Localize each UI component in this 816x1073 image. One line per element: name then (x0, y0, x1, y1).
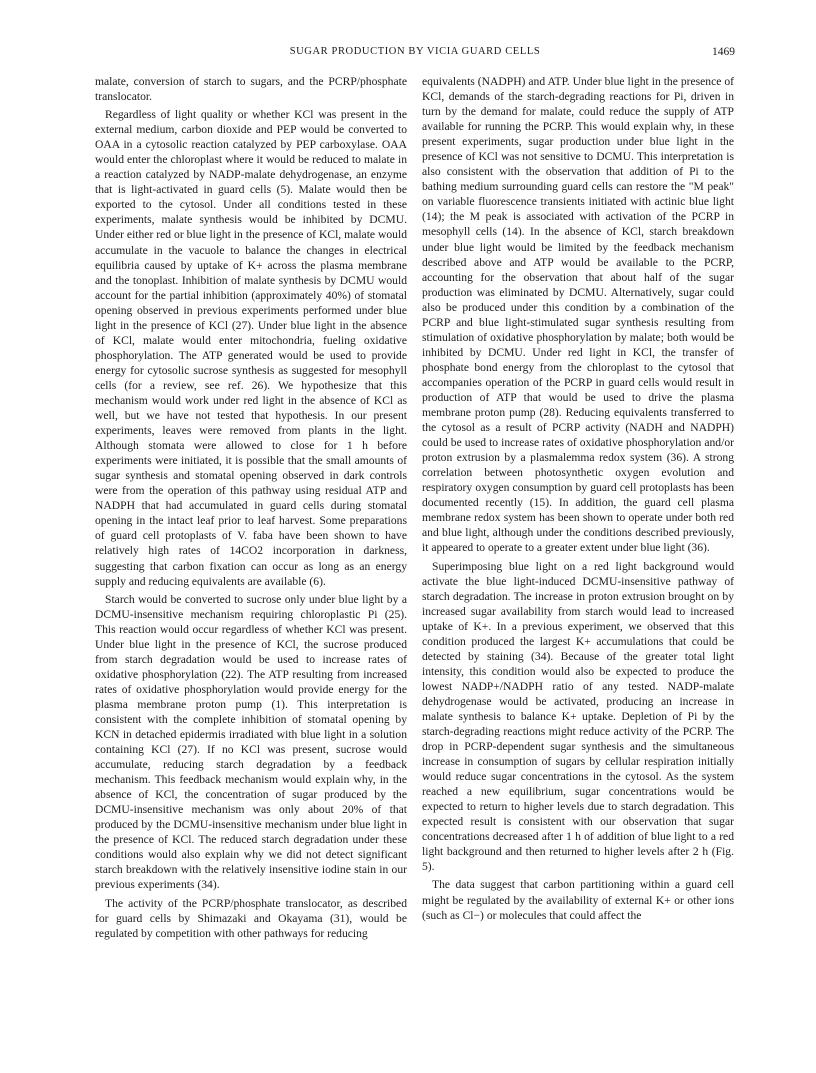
page-number: 1469 (712, 46, 735, 58)
running-head: SUGAR PRODUCTION BY VICIA GUARD CELLS (289, 46, 541, 57)
paragraph: Regardless of light quality or whether KCl was present in the external medium, carbon dioxide and PEP would be converted to OAA in a cytosolic reaction catalyzed by PEP carboxylase. OAA would enter the chloroplast where it would be reduced to malate in a reaction catalyzed by NADP-malate dehydrogenase, an enzyme that is light-activated in guard cells (5). Malate would then be exported to the cytosol. Under all conditions tested in these experiments, malate synthesis would be inhibited by DCMU. Under either red or blue light in the presence of KCl, malate would accumulate in the vacuole to balance the changes in electrical equilibria caused by uptake of K+ across the plasma membrane and the tonoplast. Inhibition of malate synthesis by DCMU would account for the partial inhibition (approximately 40%) of stomatal opening observed in previous experiments performed under blue light in the presence of KCl (27). Under blue light in the absence of KCl, malate would enter mitochondria, fueling oxidative phosphorylation. The ATP generated would be used to provide energy for cytosolic sucrose synthesis as suggested for mesophyll cells (for a review, see ref. 26). We hypothesize that this mechanism would work under red light in the absence of KCl as well, but we have not tested that hypothesis. In our present experiments, leaves were removed from plants in the light. Although stomata were allowed to close for 1 h before experiments were initiated, it is possible that the small amounts of sugar synthesis and stomatal opening observed in dark controls were from the operation of this pathway using residual ATP and NADPH that had accumulated in guard cells during stomatal opening in the intact leaf prior to leaf harvest. Some preparations of guard cell protoplasts of V. faba have been shown to have relatively high rates of 14CO2 incorporation in darkness, suggesting that carbon fixation can occur as long as an energy supply and reducing equivalents are available (6). (95, 108, 407, 588)
paragraph: malate, conversion of starch to sugars, and the PCRP/phosphate translocator. (95, 75, 407, 104)
right-column (422, 74, 734, 923)
left-column (95, 74, 407, 941)
paragraph: Superimposing blue light on a red light background would activate the blue light-induced DCMU-insensitive pathway of starch degradation. The increase in proton extrusion brought on by increased sugar availability from starch would lead to increased uptake of K+. In a previous experiment, we observed that this condition produced the largest K+ accumulations that could be detected by staining (34). Because of the greater total light intensity, this condition would also be expected to produce the lowest NADP+/NADPH ratio of any tested. NADP-malate dehydrogenase would be activated, producing an increase in malate synthesis to balance K+ uptake. Depletion of Pi by the starch-degrading reactions might reduce activity of the PCRP. The drop in PCRP-dependent sugar synthesis and the simultaneous increase in consumption of sugars by cellular respiration initially would reduce sugar concentrations in the cytosol. As the system reached a new equilibrium, sugar concentrations would be expected to return to higher levels due to starch degradation. This expected result is consistent with our observation that sugar concentrations decreased after 1 h of addition of blue light to a red light background and then returned to higher levels after 2 h (Fig. 5). (422, 559, 734, 874)
paragraph: equivalents (NADPH) and ATP. Under blue light in the presence of KCl, demands of the starch-degrading reactions for Pi, driven in turn by the demand for malate, could reduce the supply of ATP available for running the PCRP. This would explain why, in these present experiments, sugar production under blue light in the presence of KCl was not sensitive to DCMU. This interpretation is also consistent with the observation that addition of Pi to the bathing medium surrounding guard cells can restore the "M peak" on variable fluorescence transients initiated with actinic blue light (14); the M peak is associated with activation of the PCRP in mesophyll cells (14). In the absence of KCl, starch breakdown under blue light would be limited by the feedback mechanism described above and ATP would be available to the PCRP, accounting for the observation that about half of the sugar production was eliminated by DCMU. Alternatively, sugar could also be produced under this condition by a combination of the PCRP and blue light-stimulated sugar synthesis resulting from stimulation of oxidative phosphorylation by malate; both would be inhibited by DCMU. Under red light in KCl, the transfer of phosphate bond energy from the chloroplast to the cytosol that accompanies operation of the PCRP in guard cells would result in production of ATP that would be used to drive the plasma membrane proton pump (28). Reducing equivalents transferred to the cytosol as a result of PCRP activity (NADH and NADPH) could be used to increase rates of oxidative phosphorylation and/or proton extrusion by a plasmalemma redox system (36). A strong correlation between photosynthetic oxygen evolution and respiratory oxygen consumption by guard cell protoplasts has been documented recently (15). In addition, the guard cell plasma membrane redox system has been shown to operate under both red and blue light, although under the conditions described previously, it appeared to operate to a greater extent under blue light (36). (422, 75, 734, 555)
paragraph: Starch would be converted to sucrose only under blue light by a DCMU-insensitive mechanism requiring chloroplastic Pi (25). This reaction would occur regardless of whether KCl was present. Under blue light in the presence of KCl, the sucrose produced from starch degradation would be used to increase rates of oxidative phosphorylation (22). The ATP resulting from increased rates of oxidative phosphorylation would provide energy for the plasma membrane proton pump (1). This interpretation is consistent with the complete inhibition of stomatal opening by KCN in detached epidermis irradiated with blue light in a solution containing KCl (27). If no KCl was present, sucrose would accumulate, reducing starch degradation by a feedback mechanism. This feedback mechanism would explain why, in the absence of KCl, the concentration of sugar produced by the DCMU-insensitive mechanism was only about 20% of that produced by the DCMU-insensitive mechanism under blue light in the presence of KCl. The reduced starch degradation under these conditions would also explain why we did not detect significant starch breakdown with the relatively insensitive iodine stain in our previous experiments (34). (95, 592, 407, 892)
paragraph: The activity of the PCRP/phosphate translocator, as described for guard cells by Shimazaki and Okayama (31), would be regulated by competition with other pathways for reducing (95, 896, 407, 940)
page-header (95, 44, 735, 62)
paragraph: The data suggest that carbon partitioning within a guard cell might be regulated by the availability of external K+ or other ions (such as Cl−) or molecules that could affect the (422, 878, 734, 922)
